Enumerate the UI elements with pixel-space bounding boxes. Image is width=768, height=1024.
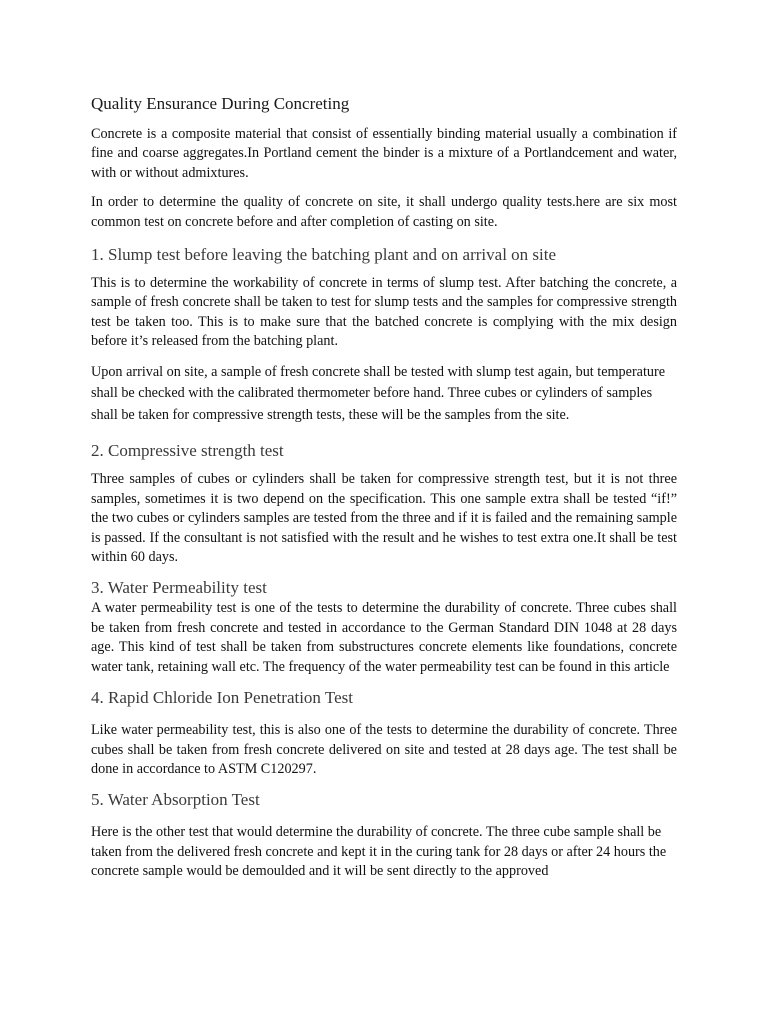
water-permeability-paragraph: A water permeability test is one of the tests to determine the durability of concrete. Three cubes shall be taken from fresh concrete and tested in accordance to the German Standard DIN 1048 at 28 days age. This kind of test shall be taken from substructures concrete elements like foundations, concrete water tank, retaining wall etc. The frequency of the water permeability test can be found in this article [91,600,677,675]
section-heading-water-permeability: 3. Water Permeability test [91,578,267,598]
section-heading-compressive-strength: 2. Compressive strength test [91,441,284,461]
water-absorption-paragraph: Here is the other test that would determine the durability of concrete. The three cube sample shall be taken from the delivered fresh concrete and kept it in the curing tank for 28 days or after 24 hours the concrete sample would be demoulded and it will be sent directly to the approved [91,824,667,880]
intro-paragraph-1: Concrete is a composite material that consist of essentially binding material usually a combination if fine and coarse aggregates.In Portland cement the binder is a mixture of a Portlandcement and water, with or without admixtures. [91,126,677,181]
rapid-chloride-paragraph: Like water permeability test, this is also one of the tests to determine the durability of concrete. Three cubes shall be taken from fresh concrete delivered on site and tested at 28 days age. The test shall be done in accordance to ASTM C120297. [91,722,677,777]
slump-test-paragraph-2: Upon arrival on site, a sample of fresh concrete shall be tested with slump test again, but temperature shall be checked with the calibrated thermometer before hand. Three cubes or cylinders of samples shall be taken for compressive strength tests, these will be the samples from the site. [91,363,666,423]
intro-paragraph-2: In order to determine the quality of concrete on site, it shall undergo quality tests.here are six most common test on concrete before and after completion of casting on site. [91,194,677,230]
section-heading-water-absorption: 5. Water Absorption Test [91,790,260,810]
document-title: Quality Ensurance During Concreting [91,94,350,113]
section-heading-rapid-chloride: 4. Rapid Chloride Ion Penetration Test [91,688,353,708]
document-page [91,93,677,892]
section-heading-slump-test: 1. Slump test before leaving the batching plant and on arrival on site [91,245,557,265]
compressive-strength-paragraph: Three samples of cubes or cylinders shall be taken for compressive strength test, but it is not three samples, sometimes it is two depend on the specification. This one sample extra shall be tested “if!” the two cubes or cylinders samples are tested from the three and if it is failed and the remaining sample is passed. If the consultant is not satisfied with the result and he wishes to test extra one.It shall be test within 60 days. [91,471,677,566]
slump-test-paragraph-1: This is to determine the workability of concrete in terms of slump test. After batching the concrete, a sample of fresh concrete shall be taken to test for slump tests and the samples for compressive strength test be taken too. This is to make sure that the batched concrete is complying with the mix design before it’s released from the batching plant. [91,275,677,350]
